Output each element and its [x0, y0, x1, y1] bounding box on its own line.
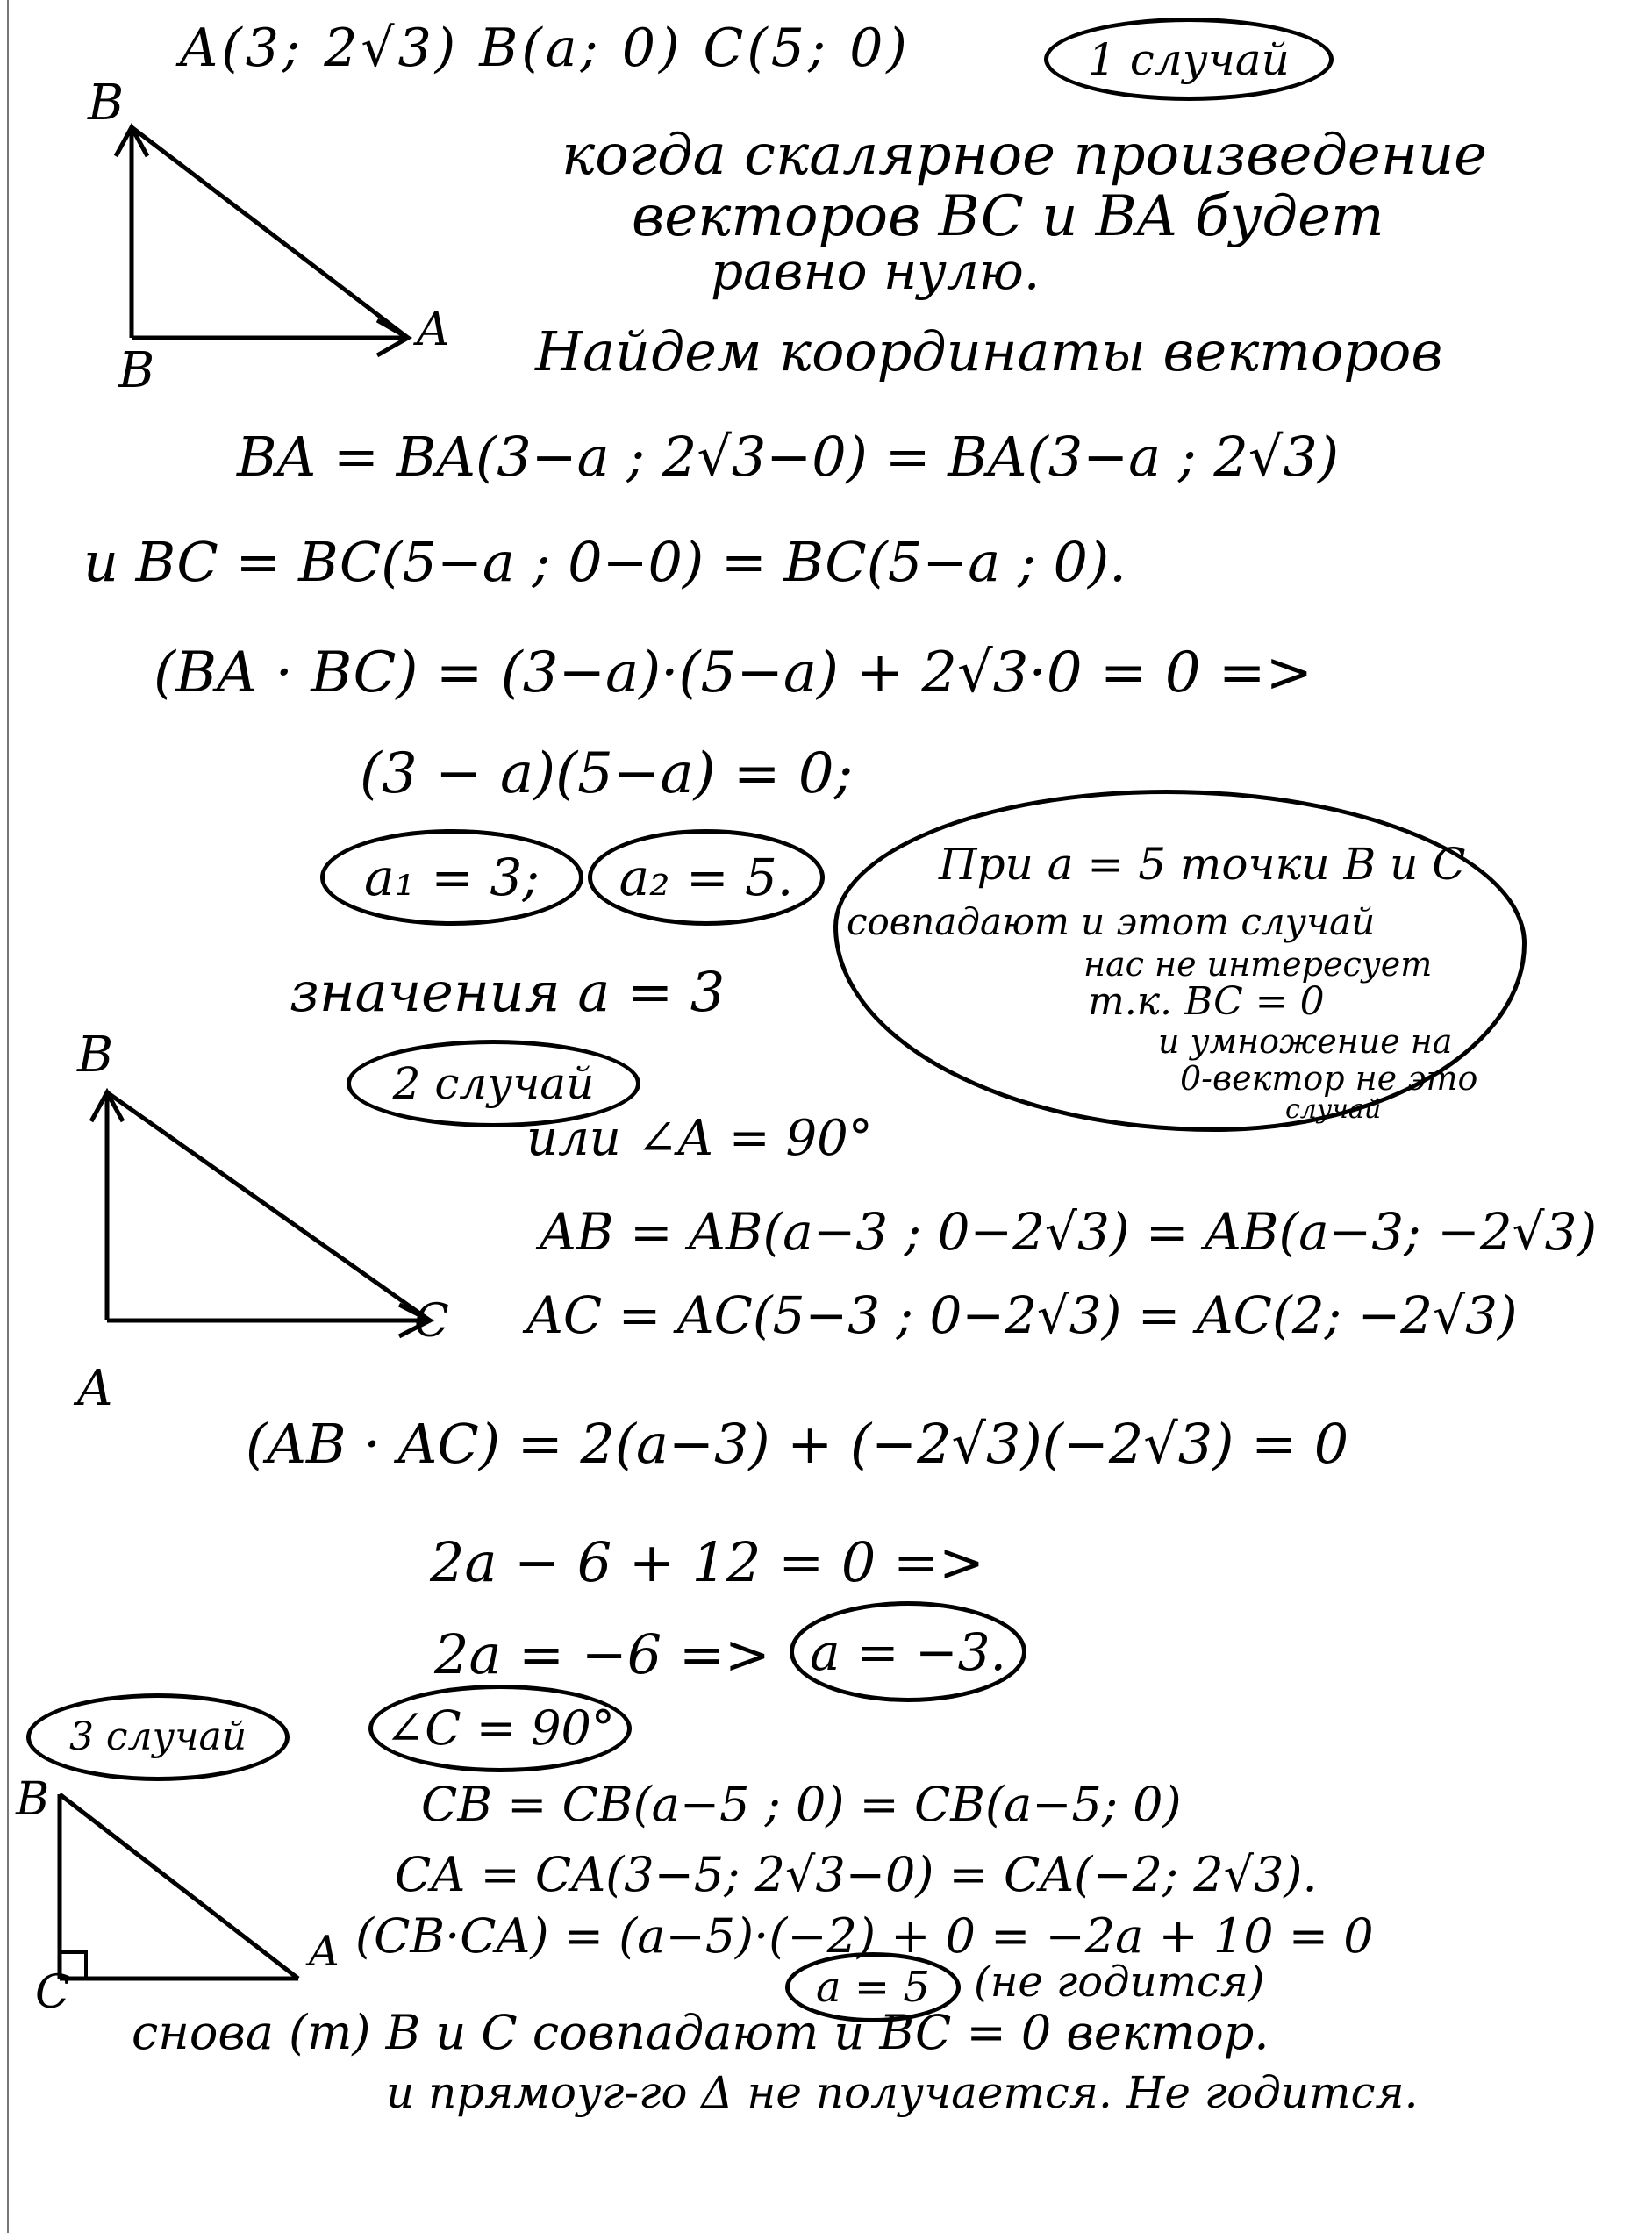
case1-label-right: A [417, 304, 450, 356]
case1-triangle [0, 0, 456, 386]
case3-angle [368, 1685, 632, 1772]
case2-eq-5: 2a − 6 + 12 = 0 => [430, 1530, 984, 1594]
case2-label-right: C [414, 1295, 449, 1348]
case2-triangle [0, 1009, 491, 1430]
case2-label-bottom: A [77, 1360, 113, 1417]
case1-label-top: B [88, 75, 125, 132]
note-line-5: и умножение на [1158, 1022, 1453, 1061]
case3-eq-1: CB = CB(a−5 ; 0) = CB(a−5; 0) [421, 1777, 1182, 1832]
case1-eq-3: (BA · BC) = (3−a)·(5−a) + 2√3·0 = 0 => [154, 641, 1313, 705]
case1-root2 [588, 829, 825, 926]
case3-angle-label: ∠C = 90° [385, 1700, 615, 1756]
case1-text-3: равно нулю. [711, 241, 1041, 301]
case1-root1 [320, 829, 583, 926]
note-line-4: т.к. BC = 0 [1088, 979, 1325, 1024]
note-line-2: совпадают и этот случай [847, 900, 1376, 943]
case3-eq-3: (CB·CA) = (a−5)·(−2) + 0 = −2a + 10 = 0 [355, 1908, 1374, 1964]
case2-eq-6: 2a = −6 => [434, 1622, 770, 1686]
case2-eq-1: или ∠A = 90° [526, 1110, 873, 1167]
case1-label-bottom: B [118, 342, 155, 399]
note-line-3: нас не интересует [1083, 945, 1433, 984]
case1-badge-label: 1 случай [1088, 33, 1290, 85]
case2-eq-2: AB = AB(a−3 ; 0−2√3) = AB(a−3; −2√3) [540, 1202, 1598, 1262]
case1-badge [1044, 18, 1334, 101]
left-margin-line [7, 0, 9, 2233]
case1-text-2: векторов BC и BA будет [632, 184, 1384, 249]
note-line-7: случай [1285, 1094, 1382, 1125]
case1-eq-1: BA = BA(3−a ; 2√3−0) = BA(3−a ; 2√3) [237, 425, 1340, 489]
case1-text-1: когда скалярное произведение [561, 123, 1488, 188]
case2-eq-4: (AB · AC) = 2(a−3) + (−2√3)(−2√3) = 0 [246, 1412, 1349, 1476]
case3-label-right: A [309, 1927, 340, 1976]
case1-value: значения a = 3 [290, 960, 726, 1024]
case1-eq-4: (3 − a)(5−a) = 0; [360, 741, 854, 806]
case2-badge-label: 2 случай [392, 1058, 595, 1109]
note-line-6: 0-вектор не это [1180, 1059, 1478, 1098]
case1-text-4: Найдем координаты векторов [535, 319, 1443, 383]
case3-answer-label: a = 5 [816, 1963, 930, 2012]
case3-footer-2: и прямоуг-го Δ не получается. Не годится. [386, 2067, 1419, 2118]
case2-answer-label: a = −3. [810, 1621, 1006, 1682]
case3-answer-note: (не годится) [974, 1957, 1265, 2007]
case1-eq-2: и BC = BC(5−a ; 0−0) = BC(5−a ; 0). [83, 530, 1126, 594]
header-points: A(3; 2√3) B(a; 0) C(5; 0) [180, 18, 911, 79]
case2-eq-3: AC = AC(5−3 ; 0−2√3) = AC(2; −2√3) [526, 1285, 1518, 1345]
note-line-1: При a = 5 точки B и C [939, 839, 1466, 890]
case1-root1-label: a₁ = 3; [364, 848, 540, 907]
case3-label-top: B [16, 1773, 50, 1826]
case1-root2-label: a₂ = 5. [619, 848, 794, 907]
case3-label-bottom: C [35, 1966, 70, 2019]
case3-eq-2: CA = CA(3−5; 2√3−0) = CA(−2; 2√3). [395, 1847, 1318, 1902]
case3-badge-label: 3 случай [68, 1714, 247, 1759]
case2-answer [790, 1601, 1026, 1702]
case3-footer-1: снова (т) B и C совпадают и BC = 0 вектор. [132, 2005, 1269, 2060]
case2-label-top: B [77, 1027, 114, 1084]
